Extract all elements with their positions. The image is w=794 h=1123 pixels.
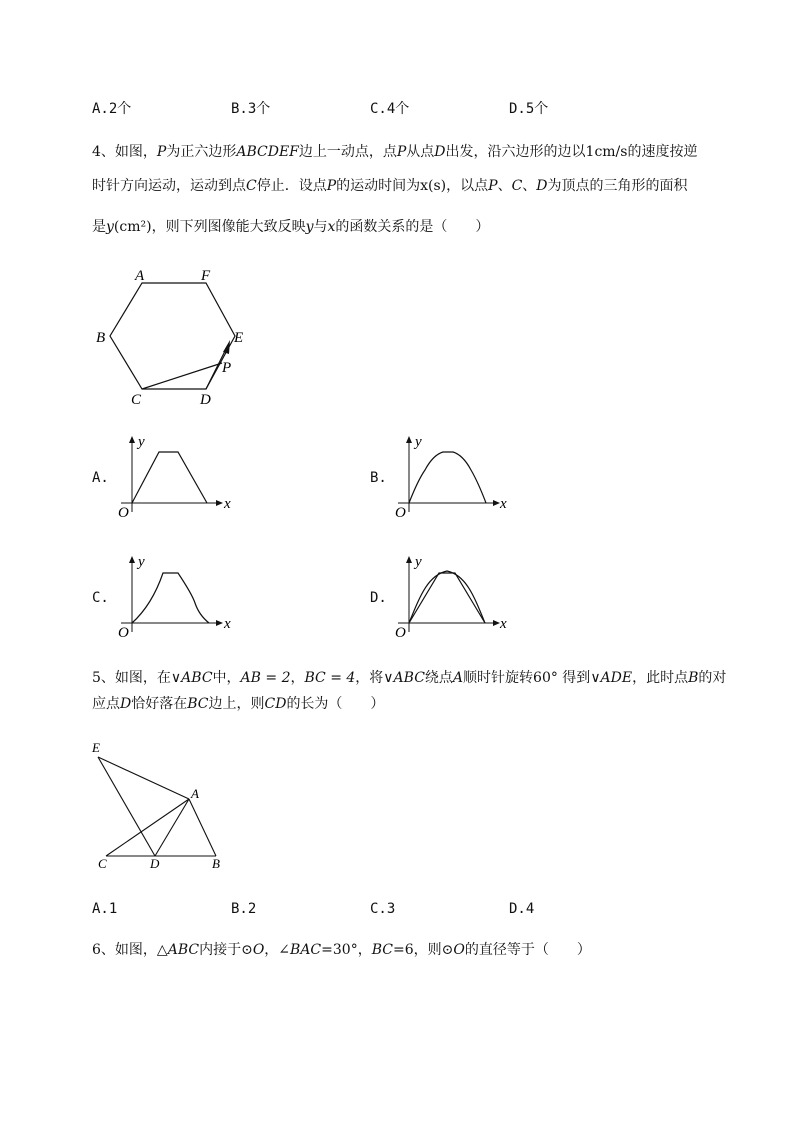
graph-b-x-label: x: [500, 496, 507, 512]
graph-a-x-label: x: [224, 496, 231, 512]
graph-d-y-label: y: [415, 554, 422, 570]
tri-label-d: D: [150, 856, 160, 871]
q5-text-line-2: 应点D恰好落在BC边上，则CD的长为（ ）: [92, 696, 385, 712]
graph-d-x-label: x: [500, 616, 507, 632]
q5-option-d: D.4: [509, 901, 535, 917]
hex-label-e: E: [234, 330, 244, 346]
q5-text-line-1: 5、如图，在∨ABC中，AB = 2，BC = 4，将∨ABC绕点A顺时针旋转60° 得到∨ADE，此时点B的对: [92, 670, 727, 686]
q4-option-c-label: C.: [92, 590, 109, 606]
hex-label-a: A: [135, 268, 145, 284]
q3-option-c: C.4个: [370, 101, 410, 117]
hex-label-p: P: [222, 360, 232, 376]
hex-label-d: D: [200, 392, 211, 408]
segment-ca: [106, 799, 189, 856]
tri-label-a: A: [191, 786, 199, 801]
q4-option-d-label: D.: [370, 590, 387, 606]
segment-ea: [98, 757, 189, 799]
graph-b-origin-label: O: [395, 505, 406, 521]
hex-label-b: B: [96, 330, 106, 346]
q6-text: 6、如图，△ABC内接于⊙O，∠BAC=30°，BC=6，则⊙O的直径等于（ ）: [92, 942, 591, 958]
segment-da: [155, 799, 189, 856]
q3-option-d: D.5个: [509, 101, 549, 117]
graph-a-y-label: y: [138, 434, 145, 450]
graph-c-y-label: y: [138, 554, 145, 570]
graph-a-origin-label: O: [118, 505, 129, 521]
q4-option-a-label: A.: [92, 470, 109, 486]
hex-label-f: F: [201, 268, 211, 284]
q5-option-a: A.1: [92, 901, 118, 917]
segment-ab: [189, 799, 216, 856]
graph-c-origin-label: O: [118, 625, 129, 641]
q4-text-line-2: 时针方向运动，运动到点C停止．设点P的运动时间为x(s)，以点P、C、D为顶点的三角形的面积: [92, 178, 688, 194]
q5-option-b: B.2: [231, 901, 257, 917]
graph-d-origin-label: O: [395, 625, 406, 641]
graph-c-x-label: x: [224, 616, 231, 632]
tri-label-e: E: [92, 740, 100, 755]
q3-option-b: B.3个: [231, 101, 271, 117]
q5-option-c: C.3: [370, 901, 396, 917]
segment-ed: [98, 757, 155, 856]
q3-option-a: A.2个: [92, 101, 132, 117]
q4-text-line-3: 是y(cm²)，则下列图像能大致反映y与x的函数关系的是（ ）: [92, 219, 490, 235]
graph-b-y-label: y: [415, 434, 422, 450]
tri-label-c: C: [98, 856, 107, 871]
tri-label-b: B: [212, 856, 220, 871]
hex-label-c: C: [131, 392, 142, 408]
q4-option-b-label: B.: [370, 470, 387, 486]
q4-text-line-1: 4、如图，P为正六边形ABCDEF边上一动点，点P从点D出发，沿六边形的边以1cm/s的速度按逆: [92, 144, 698, 160]
